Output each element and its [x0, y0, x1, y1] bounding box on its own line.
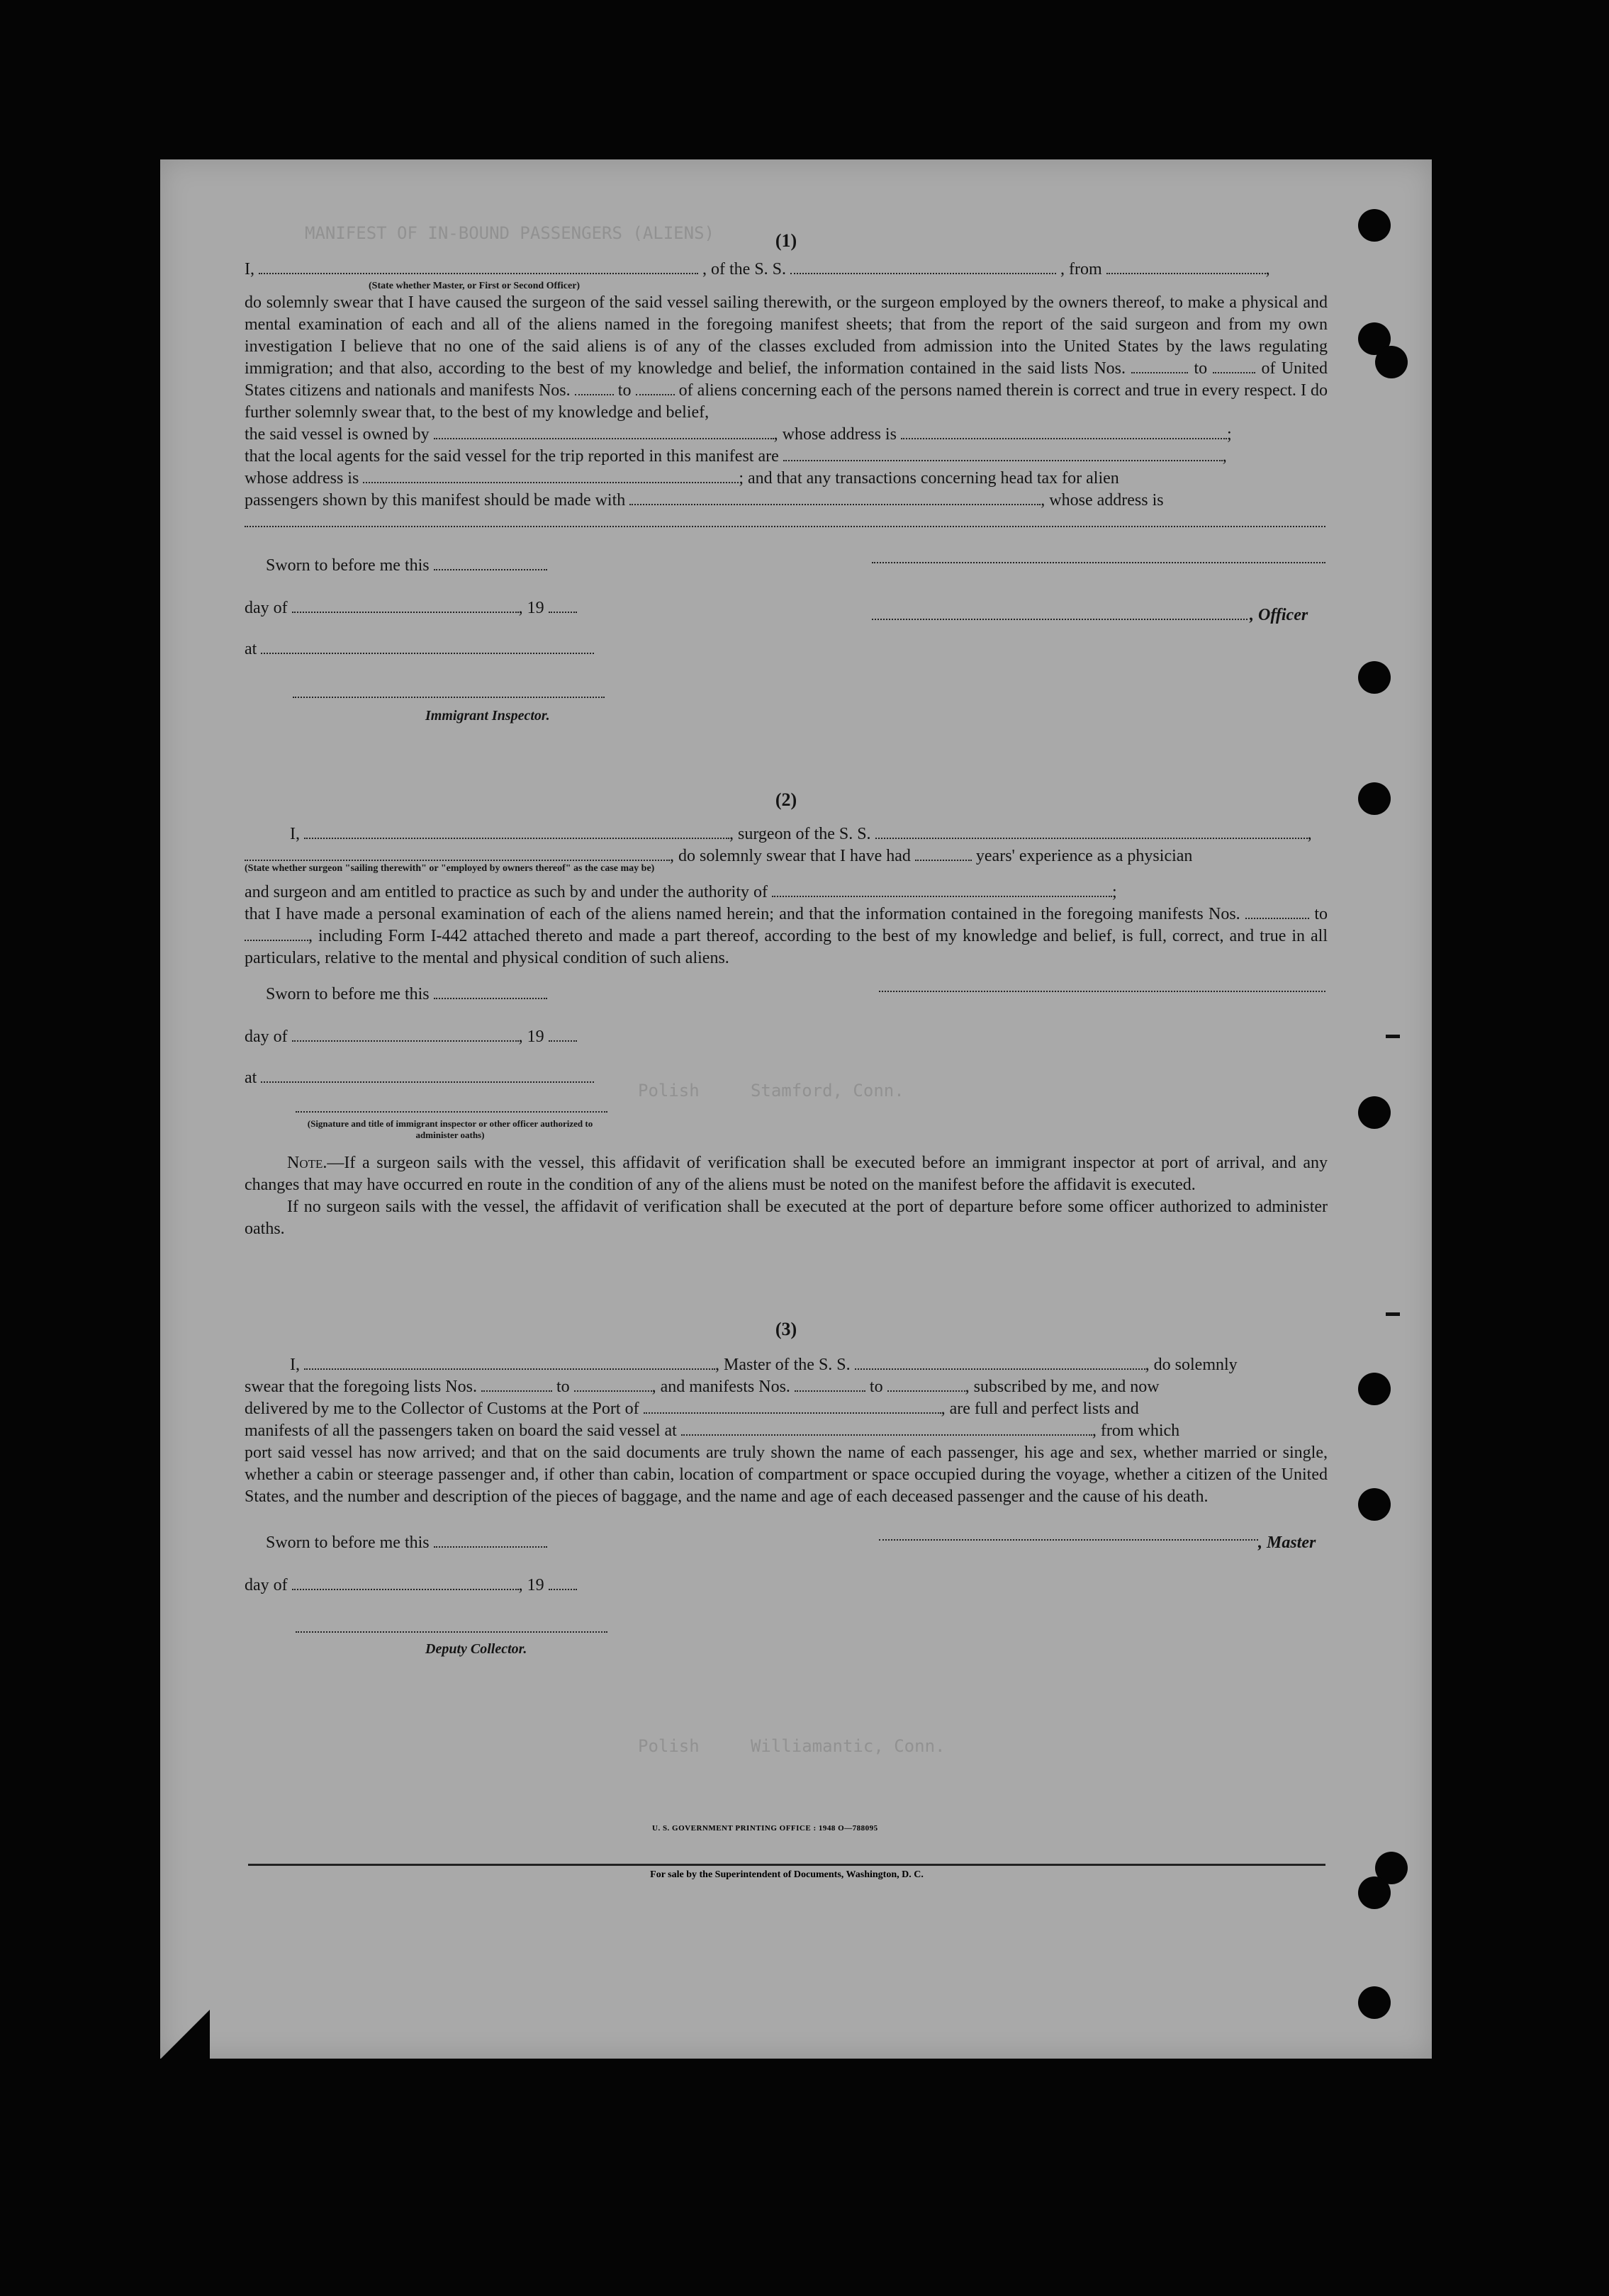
- boarding-line: [245, 1420, 1328, 1442]
- to-label: to: [1314, 905, 1328, 923]
- collector-signature-line[interactable]: [296, 1631, 607, 1633]
- note-label: Note.: [287, 1154, 327, 1172]
- sworn-line: [266, 984, 547, 1006]
- transactions-label: ; and that any transactions concerning head tax for alien: [739, 469, 1119, 488]
- day-of-label: day of: [245, 599, 288, 617]
- at-line: [245, 1067, 594, 1089]
- address-label: , whose address is: [773, 425, 897, 444]
- at-line: [245, 638, 594, 660]
- margin-mark: [1386, 1312, 1400, 1316]
- oath-text: , including Form I-442 attached thereto and made a part thereof, according to: [308, 927, 851, 945]
- note-text: If no surgeon sails with the vessel, the affidavit of verification shall be executed at the port of departure before some officer authorized to administer oaths.: [245, 1198, 1328, 1238]
- deputy-collector-caption: Deputy Collector.: [425, 1641, 527, 1657]
- year-label: , 19: [518, 599, 544, 617]
- day-field[interactable]: [292, 1026, 519, 1042]
- surgeon-name-field[interactable]: [304, 823, 729, 839]
- port-from-field[interactable]: [1106, 259, 1266, 274]
- oath-text: of aliens concerning each of the persons named therein is correct and true in every respect. I do further solemnly swear that, to the best of my knowledge and belief,: [245, 381, 1328, 422]
- owner-line: the said vessel is owned by , whose address is ;: [245, 425, 1232, 444]
- sworn-date-field[interactable]: [434, 984, 547, 999]
- owned-by-label: the said vessel is owned by: [245, 425, 430, 444]
- note-paragraph-2: [245, 1196, 1328, 1240]
- note-paragraph: [245, 1152, 1328, 1196]
- authority-label: and surgeon and am entitled to practice as such by and under the authority of: [245, 883, 768, 901]
- oath-pronoun: I,: [290, 1356, 300, 1374]
- bleed-through-text: Polish Williamantic, Conn.: [638, 1736, 946, 1756]
- manifests-to-field[interactable]: [636, 380, 675, 395]
- officer-label: , Officer: [1250, 606, 1308, 624]
- oath-text: of United States citizens and nationals and manifests Nos.: [245, 359, 1328, 400]
- officer-name-field[interactable]: [259, 259, 698, 274]
- punch-hole: [1375, 346, 1408, 378]
- head-tax-agent-field[interactable]: [629, 490, 1041, 505]
- oath-text: port said vessel has now arrived; and that on the said documents are truly shown the name of each passenger, his age and sex, whether married or single, whether a cabin or steerage passenger and, if other than cabin, location of compartment or space occupied during the voyage, whether a citizen of the United States, and the number and description of the pieces of baggage, and the name and age of each deceased passenger and the cause of his death.: [245, 1444, 1328, 1506]
- master-name-field[interactable]: [304, 1354, 715, 1370]
- oath-text: , from which: [1092, 1422, 1180, 1440]
- authority-field[interactable]: [772, 882, 1112, 897]
- lists-to-field[interactable]: [574, 1376, 652, 1392]
- oath-text: swear that the foregoing lists Nos.: [245, 1378, 477, 1396]
- at-label: at: [245, 1069, 257, 1087]
- day-line: [245, 1026, 577, 1048]
- vessel-name-field[interactable]: [875, 823, 1308, 839]
- physician-label: years' experience as a physician: [975, 847, 1193, 865]
- at-place-field[interactable]: [261, 638, 594, 654]
- at-label: at: [245, 640, 257, 658]
- head-tax-address-field[interactable]: [245, 512, 1325, 527]
- surgeon-oath-body: [245, 904, 1328, 969]
- to-label: to: [869, 1378, 883, 1396]
- year-field[interactable]: [549, 597, 577, 613]
- manifests-from-field[interactable]: [575, 380, 614, 395]
- oath-body: [245, 292, 1328, 424]
- year-field[interactable]: [549, 1575, 577, 1590]
- officer-caption: (State whether Master, or First or Second Officer): [369, 281, 581, 291]
- vessel-name-field[interactable]: [855, 1354, 1145, 1370]
- sworn-label: Sworn to before me this: [266, 556, 430, 575]
- address-label: whose address is: [245, 469, 359, 488]
- lists-from-field[interactable]: [481, 1376, 552, 1392]
- jurat-1: [245, 555, 1328, 725]
- agents-address-line: [245, 468, 1328, 490]
- jurat-2: [245, 984, 1328, 1147]
- oath-text: that I have made a personal examination of each of the aliens named herein; and that the information contained in the: [245, 905, 1062, 923]
- section-2-number: (2): [775, 789, 797, 810]
- section-1-number: (1): [775, 230, 797, 251]
- lists-from-field[interactable]: [1131, 358, 1188, 373]
- surgeon-oath-line: I, , surgeon of the S. S. ,: [245, 823, 1328, 845]
- officer-signature-line[interactable]: [872, 562, 1325, 563]
- passengers-label: passengers shown by this manifest should be made with: [245, 491, 626, 510]
- officer-title-line[interactable]: [872, 619, 1248, 620]
- oath-text: , and manifests Nos.: [651, 1378, 790, 1396]
- lists-to-field[interactable]: [1213, 358, 1255, 373]
- note-text: —If a surgeon sails with the vessel, this affidavit of verification shall be executed before an immigrant inspector at port of arrival, and any changes that may have occurred en route in the condition of any of the aliens must be noted on the manifest before the affidavit is executed.: [245, 1154, 1328, 1194]
- boarding-port-field[interactable]: [681, 1420, 1092, 1436]
- surgeon-signature-line[interactable]: [879, 991, 1325, 992]
- authority-line: and surgeon and am entitled to practice as such by and under the authority of ;: [245, 883, 1117, 901]
- surgeon-caption: (State whether surgeon "sailing therewith" or "employed by owners thereof" as the case may be): [245, 863, 655, 874]
- surgeon-label: , surgeon of the S. S.: [729, 825, 871, 843]
- master-label: , Master of the S. S.: [715, 1356, 851, 1374]
- master-oath-line: I, , of the S. S. , from ,: [245, 260, 1270, 278]
- affidavit-form: [245, 184, 1328, 1660]
- to-label: to: [1194, 359, 1208, 378]
- lists-line: [245, 1376, 1328, 1398]
- oath-text: manifests of all the passengers taken on board the said vessel at: [245, 1422, 677, 1440]
- oath-text: , are full and perfect lists and: [941, 1400, 1139, 1418]
- punch-hole: [1358, 1488, 1391, 1521]
- ss-label: , of the S. S.: [702, 260, 787, 278]
- inspector-signature-line[interactable]: [296, 1111, 607, 1113]
- master-signature-line[interactable]: [879, 1539, 1258, 1541]
- sworn-date-field[interactable]: [434, 1532, 547, 1548]
- punch-hole: [1358, 1876, 1391, 1909]
- at-place-field[interactable]: [261, 1067, 594, 1083]
- oath-text: foregoing manifests Nos.: [1067, 905, 1240, 923]
- to-label: to: [556, 1378, 570, 1396]
- margin-mark: [1386, 1035, 1400, 1038]
- punch-hole: [1358, 1986, 1391, 2019]
- printing-office-imprint: U. S. GOVERNMENT PRINTING OFFICE : 1948 O—788095: [652, 1824, 878, 1833]
- oath-text: delivered by me to the Collector of Customs at the Port of: [245, 1400, 639, 1418]
- oath-text: , do solemnly: [1145, 1356, 1238, 1374]
- punch-hole: [1358, 1373, 1391, 1405]
- year-label: , 19: [518, 1576, 544, 1594]
- day-of-label: day of: [245, 1028, 288, 1046]
- punch-hole: [1358, 782, 1391, 815]
- sworn-label: Sworn to before me this: [266, 985, 430, 1003]
- master-oath-body: [245, 1442, 1328, 1508]
- oath-text: , subscribed by me, and now: [965, 1378, 1160, 1396]
- oath-pronoun: I,: [290, 825, 300, 843]
- day-line: [245, 597, 577, 619]
- from-label: , from: [1060, 260, 1102, 278]
- agents-field[interactable]: [783, 446, 1223, 461]
- signature-caption: (Signature and title of immigrant inspector or other officer authorized to administer oaths): [307, 1118, 593, 1140]
- punch-hole: [1358, 1096, 1391, 1129]
- oath-text: do solemnly swear that I have caused the surgeon of the said vessel sailing therewith, or the surgeon employed by the owners thereof, to make a physical and mental examination of each and all of the aliens named in the foregoing manifest sheets; that from the report of the said surgeon and from my own investigation I believe that no one of the said aliens is of any of the classes excluded from admission into the United States by the laws regulating immigration; and that also, according to the best of my knowledge and belief, the information contained in the said lists Nos.: [245, 293, 1328, 378]
- years-field[interactable]: [915, 845, 972, 861]
- surgeon-status-field[interactable]: [245, 845, 670, 861]
- head-tax-line: [245, 490, 1328, 512]
- bleed-through-text: Polish Stamford, Conn.: [638, 1081, 904, 1101]
- oath-pronoun: I,: [245, 260, 254, 278]
- address-label: , whose address is: [1041, 491, 1164, 510]
- footer-text: For sale by the Superintendent of Documents, Washington, D. C.: [650, 1869, 924, 1880]
- master-oath-line: [245, 1354, 1328, 1376]
- year-field[interactable]: [549, 1026, 577, 1042]
- owner-field[interactable]: [434, 424, 774, 439]
- sworn-line: [266, 1532, 547, 1554]
- sworn-label: Sworn to before me this: [266, 1534, 430, 1552]
- section-3-number: (3): [775, 1319, 797, 1339]
- agents-address-field[interactable]: [363, 468, 739, 483]
- oath-text: the best of my knowledge and belief, is full, correct, and true in all particulars, relative to the mental and physical condition of such aliens.: [245, 927, 1328, 967]
- agents-line: that the local agents for the said vessel for the trip reported in this manifest are ,: [245, 447, 1227, 466]
- manifests-to-field[interactable]: [887, 1376, 965, 1392]
- agents-label: that the local agents for the said vessel for the trip reported in this manifest are: [245, 447, 779, 466]
- footer-rule: [248, 1864, 1325, 1866]
- sworn-date-field[interactable]: [434, 555, 547, 570]
- port-field[interactable]: [644, 1398, 941, 1414]
- day-field[interactable]: [292, 597, 519, 613]
- day-field[interactable]: [292, 1575, 519, 1590]
- master-label: , Master: [1258, 1534, 1316, 1552]
- experience-label: , do solemnly swear that I have had: [670, 847, 911, 865]
- inspector-signature-line[interactable]: [293, 697, 605, 698]
- to-label: to: [617, 381, 632, 400]
- manifests-from-field[interactable]: [1245, 904, 1309, 919]
- sworn-line: [266, 555, 547, 577]
- day-of-label: day of: [245, 1576, 288, 1594]
- year-label: , 19: [518, 1028, 544, 1046]
- owner-address-field[interactable]: [901, 424, 1227, 439]
- day-line: [245, 1575, 577, 1597]
- vessel-name-field[interactable]: [790, 259, 1056, 274]
- punch-hole: [1358, 209, 1391, 242]
- manifests-to-field[interactable]: [245, 925, 308, 941]
- inspector-caption: Immigrant Inspector.: [425, 708, 550, 724]
- bleed-through-text: MANIFEST OF IN-BOUND PASSENGERS (ALIENS): [305, 223, 714, 243]
- head-tax-address-line: [245, 512, 1328, 534]
- folded-corner: [160, 2010, 210, 2059]
- punch-hole: [1358, 661, 1391, 694]
- jurat-3: [245, 1532, 1328, 1660]
- manifests-from-field[interactable]: [795, 1376, 865, 1392]
- port-line: [245, 1398, 1328, 1420]
